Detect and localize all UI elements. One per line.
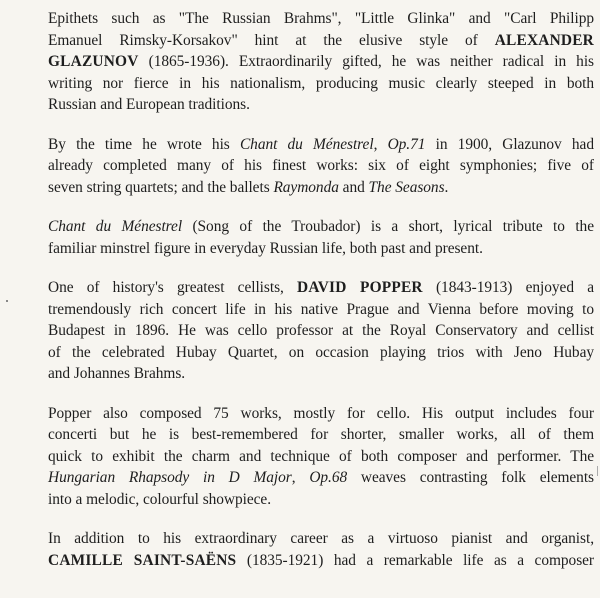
text-line	[48, 177, 594, 199]
italic-title: Hungarian Rhapsody in D Major	[48, 469, 292, 486]
text-run: (1835-1921) had a remarkable life as a composer	[236, 551, 594, 569]
text-run: Popper also composed 75 works, mostly for cello. His output includes four	[48, 404, 594, 422]
text-line	[48, 424, 594, 446]
text-line	[48, 277, 594, 299]
text-line	[48, 446, 594, 468]
text-run: and	[338, 178, 369, 196]
text-run: concerti but he is best-remembered for shorter, smaller works, all of them	[48, 426, 594, 443]
text-run: Epithets such as "The Russian Brahms", "Little Glinka" and "Carl Philipp	[48, 10, 594, 27]
text-run: (1843-1913) enjoyed a	[422, 279, 594, 296]
paragraph-saint-saens-intro	[48, 528, 594, 571]
text-run: ,	[291, 469, 310, 486]
text-line	[48, 342, 594, 364]
text-line	[48, 299, 594, 321]
text-line	[48, 467, 594, 489]
bold-name: CAMILLE SAINT-SAËNS	[48, 551, 237, 569]
text-run: .	[444, 178, 449, 196]
text-run: By the time he wrote his	[48, 135, 240, 153]
text-line	[48, 363, 594, 385]
bold-name: DAVID POPPER	[297, 279, 423, 296]
italic-title: The Seasons	[368, 178, 445, 196]
text-run: and Johannes Brahms.	[48, 365, 186, 382]
liner-notes-page	[48, 8, 594, 589]
text-run: in 1900, Glazunov had	[425, 135, 594, 153]
italic-title: Chant du Ménestrel	[239, 135, 374, 153]
edge-mark	[597, 466, 598, 476]
text-line	[48, 51, 594, 73]
text-run: already completed many of his finest works: six of eight symphonies; five of	[48, 157, 594, 174]
italic-title: Op.71	[387, 135, 426, 153]
text-run: Budapest in 1896. He was cello professor at the Royal Conservatory and cellist	[48, 322, 594, 339]
italic-title: Op.68	[309, 469, 348, 486]
paragraph-popper-intro	[48, 277, 594, 385]
text-run: Emanuel Rimsky-Korsakov" hint at the elusive style of	[48, 31, 495, 49]
text-run: of the celebrated Hubay Quartet, on occasion playing trios with Jeno Hubay	[48, 343, 594, 361]
text-run: familiar minstrel figure in everyday Russian life, both past and present.	[48, 239, 483, 257]
paragraph-glazunov-intro	[48, 8, 594, 116]
text-line	[48, 550, 594, 572]
text-run: (Song of the Troubador) is a short, lyrical tribute to the	[182, 218, 594, 235]
text-run: In addition to his extraordinary career as a virtuoso pianist and organist,	[48, 530, 594, 547]
text-line	[48, 216, 594, 238]
text-run: Russian and European traditions.	[48, 96, 250, 113]
margin-mark	[6, 300, 8, 302]
text-run: tremendously rich concert life in his native Prague and Vienna before moving to	[48, 300, 594, 318]
text-line	[48, 30, 594, 52]
text-run: One of history's greatest cellists,	[48, 279, 298, 296]
paragraph-chant-du-menestrel-description	[48, 216, 594, 259]
text-line	[48, 489, 594, 511]
text-run: into a melodic, colourful showpiece.	[48, 490, 272, 508]
text-line	[48, 155, 594, 177]
text-run: seven string quartets; and the ballets	[48, 178, 274, 196]
text-line	[48, 238, 594, 260]
text-line	[48, 73, 594, 95]
text-line	[48, 528, 594, 550]
text-run: weaves contrasting folk elements	[347, 469, 594, 486]
text-run: (1865-1936). Extraordinarily gifted, he was neither radical in his	[138, 53, 594, 70]
text-line	[48, 8, 594, 30]
bold-name: GLAZUNOV	[48, 53, 139, 70]
italic-title: Chant du Ménestrel	[48, 218, 183, 235]
paragraph-popper-works	[48, 403, 594, 511]
paragraph-chant-du-menestrel-context	[48, 134, 594, 199]
italic-title: Raymonda	[273, 178, 339, 196]
text-line	[48, 94, 594, 116]
text-run: quick to exhibit the charm and technique of both composer and performer. The	[48, 447, 594, 465]
text-line	[48, 134, 594, 156]
text-line	[48, 403, 594, 425]
text-line	[48, 320, 594, 342]
bold-name: ALEXANDER	[494, 31, 594, 49]
text-run: writing nor fierce in his nationalism, producing music clearly steeped in both	[48, 74, 594, 92]
text-run: ,	[373, 135, 388, 153]
